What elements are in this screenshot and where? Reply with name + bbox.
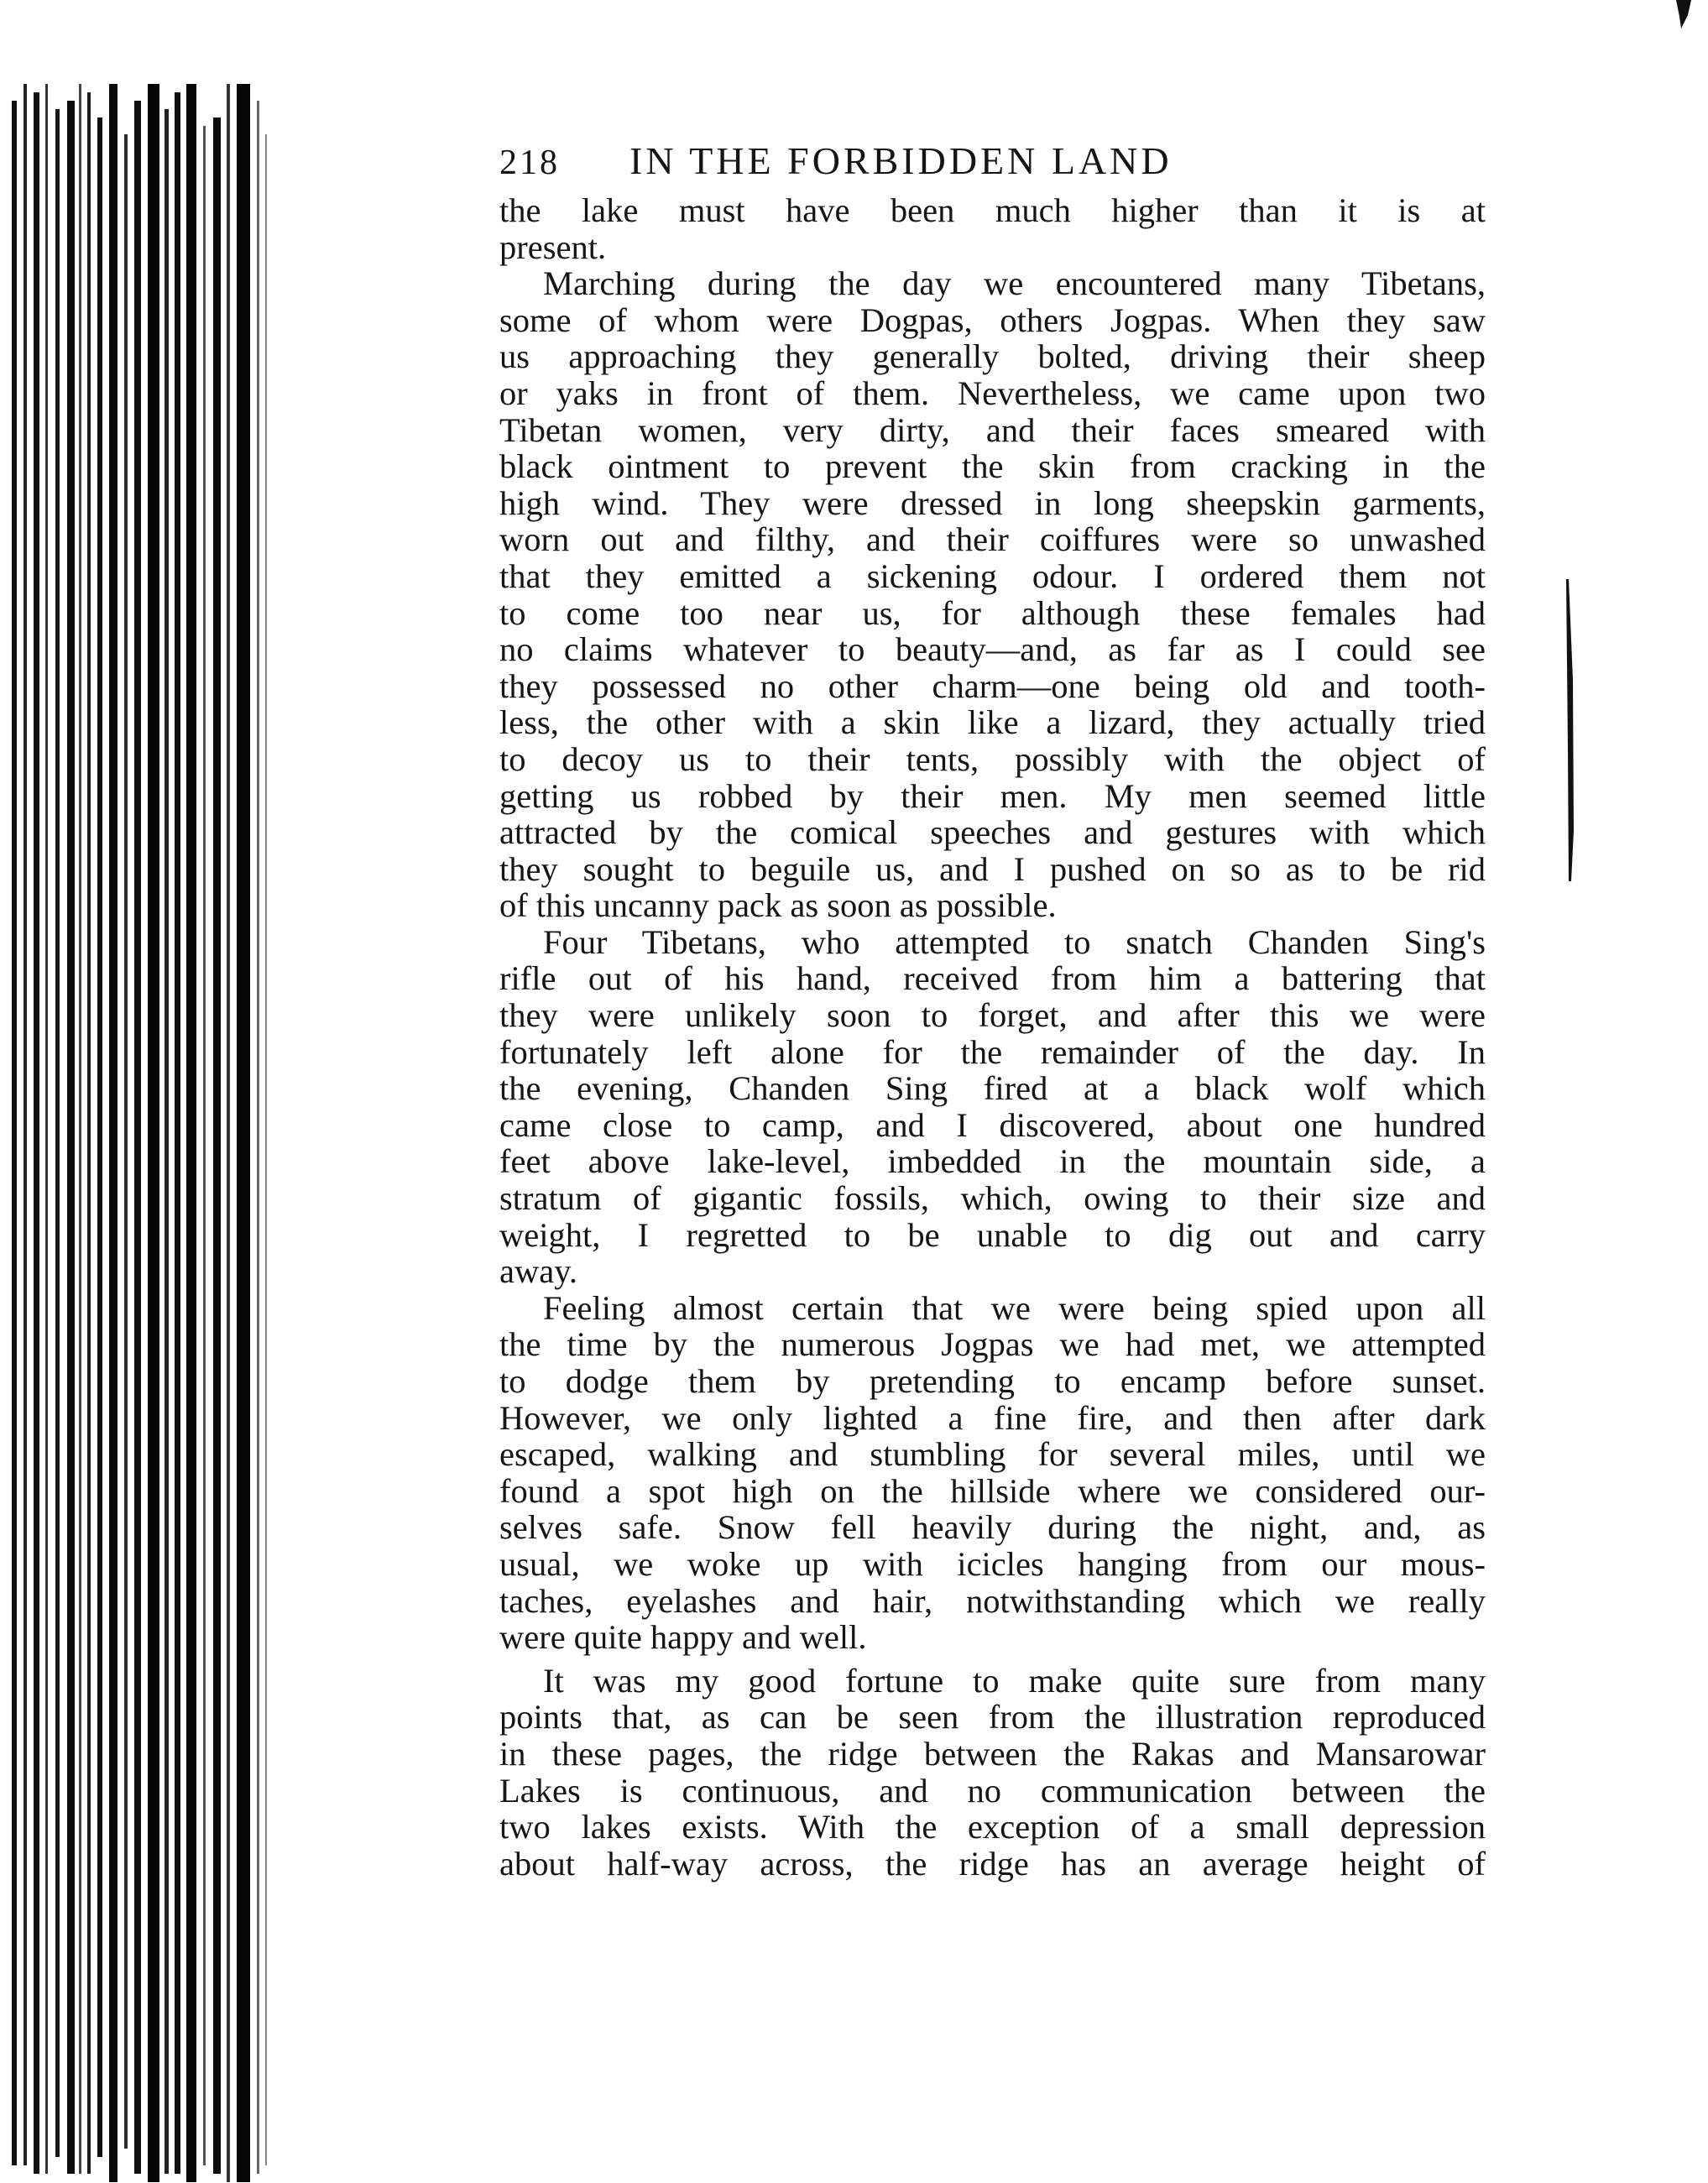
text-line: less, the other with a skin like a lizard, they actually tried bbox=[499, 703, 1486, 742]
text-line: came close to camp, and I discovered, about one hundred bbox=[499, 1105, 1486, 1144]
text-line: the time by the numerous Jogpas we had met, we attempted bbox=[499, 1325, 1486, 1364]
text-line: of this uncanny pack as soon as possible. bbox=[499, 886, 1057, 925]
text-line: fortunately left alone for the remainder of the day. In bbox=[499, 1032, 1486, 1071]
text-line: Feeling almost certain that we were being spied upon all bbox=[543, 1288, 1486, 1327]
text-line: Tibetan women, very dirty, and their faces smeared with bbox=[499, 410, 1486, 449]
text-line: the lake must have been much higher than it is at bbox=[499, 191, 1486, 229]
text-line: Lakes is continuous, and no communication between the bbox=[499, 1771, 1486, 1810]
paragraph-5 bbox=[499, 1663, 1486, 1883]
text-line: stratum of gigantic fossils, which, owing to their size and bbox=[499, 1179, 1486, 1218]
text-line: us approaching they generally bolted, driving their sheep bbox=[499, 337, 1486, 376]
text-line: about half-way across, the ridge has an average height of bbox=[499, 1844, 1486, 1883]
text-line: were quite happy and well. bbox=[499, 1618, 867, 1657]
text-line: It was my good fortune to make quite sure from many bbox=[543, 1661, 1486, 1700]
paragraph-3 bbox=[499, 924, 1486, 1290]
text-line: they sought to beguile us, and I pushed on so as to be rid bbox=[499, 849, 1486, 888]
text-line: feet above lake-level, imbedded in the mountain side, a bbox=[499, 1142, 1486, 1181]
text-line: Four Tibetans, who attempted to snatch Chanden Sing's bbox=[543, 922, 1486, 961]
paragraph-4 bbox=[499, 1290, 1486, 1656]
text-line: to dodge them by pretending to encamp before sunset. bbox=[499, 1362, 1486, 1400]
text-line: Marching during the day we encountered many Tibetans, bbox=[543, 264, 1486, 303]
page-number: 218 bbox=[499, 144, 560, 182]
text-line: two lakes exists. With the exception of a small depression bbox=[499, 1808, 1486, 1846]
text-line: taches, eyelashes and hair, notwithstanding which we really bbox=[499, 1581, 1486, 1620]
text-line: they possessed no other charm—one being old and tooth- bbox=[499, 666, 1486, 705]
text-line: present. bbox=[499, 227, 607, 266]
paragraph-2 bbox=[499, 265, 1486, 924]
text-line: found a spot high on the hillside where we considered our- bbox=[499, 1471, 1486, 1510]
text-line: weight, I regretted to be unable to dig out and carry bbox=[499, 1215, 1486, 1254]
text-line: the evening, Chanden Sing fired at a black wolf which bbox=[499, 1069, 1486, 1108]
running-head bbox=[499, 138, 1486, 197]
text-line: points that, as can be seen from the illustration reproduced bbox=[499, 1698, 1486, 1736]
paragraph-1 bbox=[499, 192, 1486, 265]
page-edge-shadow bbox=[1563, 579, 1575, 881]
text-line: to decoy us to their tents, possibly with the object of bbox=[499, 739, 1486, 778]
text-line: they were unlikely soon to forget, and after this we were bbox=[499, 996, 1486, 1035]
scan-binding-edge bbox=[12, 84, 289, 2182]
text-line: that they emitted a sickening odour. I ordered them not bbox=[499, 556, 1486, 595]
text-line: escaped, walking and stumbling for several miles, until we bbox=[499, 1435, 1486, 1474]
text-line: However, we only lighted a fine fire, and then after dark bbox=[499, 1398, 1486, 1437]
text-line: no claims whatever to beauty—and, as far as I could see bbox=[499, 630, 1486, 669]
text-line: black ointment to prevent the skin from cracking in the bbox=[499, 447, 1486, 486]
text-line: in these pages, the ridge between the Rakas and Mansarowar bbox=[499, 1734, 1486, 1773]
text-line: worn out and filthy, and their coiffures were so unwashed bbox=[499, 520, 1486, 559]
text-line: high wind. They were dressed in long sheepskin garments, bbox=[499, 483, 1486, 522]
text-line: away. bbox=[499, 1252, 577, 1291]
text-line: some of whom were Dogpas, others Jogpas. When they saw bbox=[499, 300, 1486, 339]
text-line: usual, we woke up with icicles hanging from our mous- bbox=[499, 1544, 1486, 1583]
text-line: selves safe. Snow fell heavily during the night, and, as bbox=[499, 1508, 1486, 1547]
text-line: attracted by the comical speeches and gestures with which bbox=[499, 813, 1486, 852]
body-text bbox=[499, 192, 1486, 1882]
text-line: getting us robbed by their men. My men seemed little bbox=[499, 776, 1486, 815]
running-title: IN THE FORBIDDEN LAND bbox=[629, 139, 1173, 182]
text-line: rifle out of his hand, received from him a battering that bbox=[499, 959, 1486, 998]
book-page bbox=[499, 138, 1486, 1882]
text-line: or yaks in front of them. Nevertheless, we came upon two bbox=[499, 373, 1486, 412]
corner-ink-mark bbox=[1674, 0, 1693, 29]
text-line: to come too near us, for although these females had bbox=[499, 593, 1486, 632]
